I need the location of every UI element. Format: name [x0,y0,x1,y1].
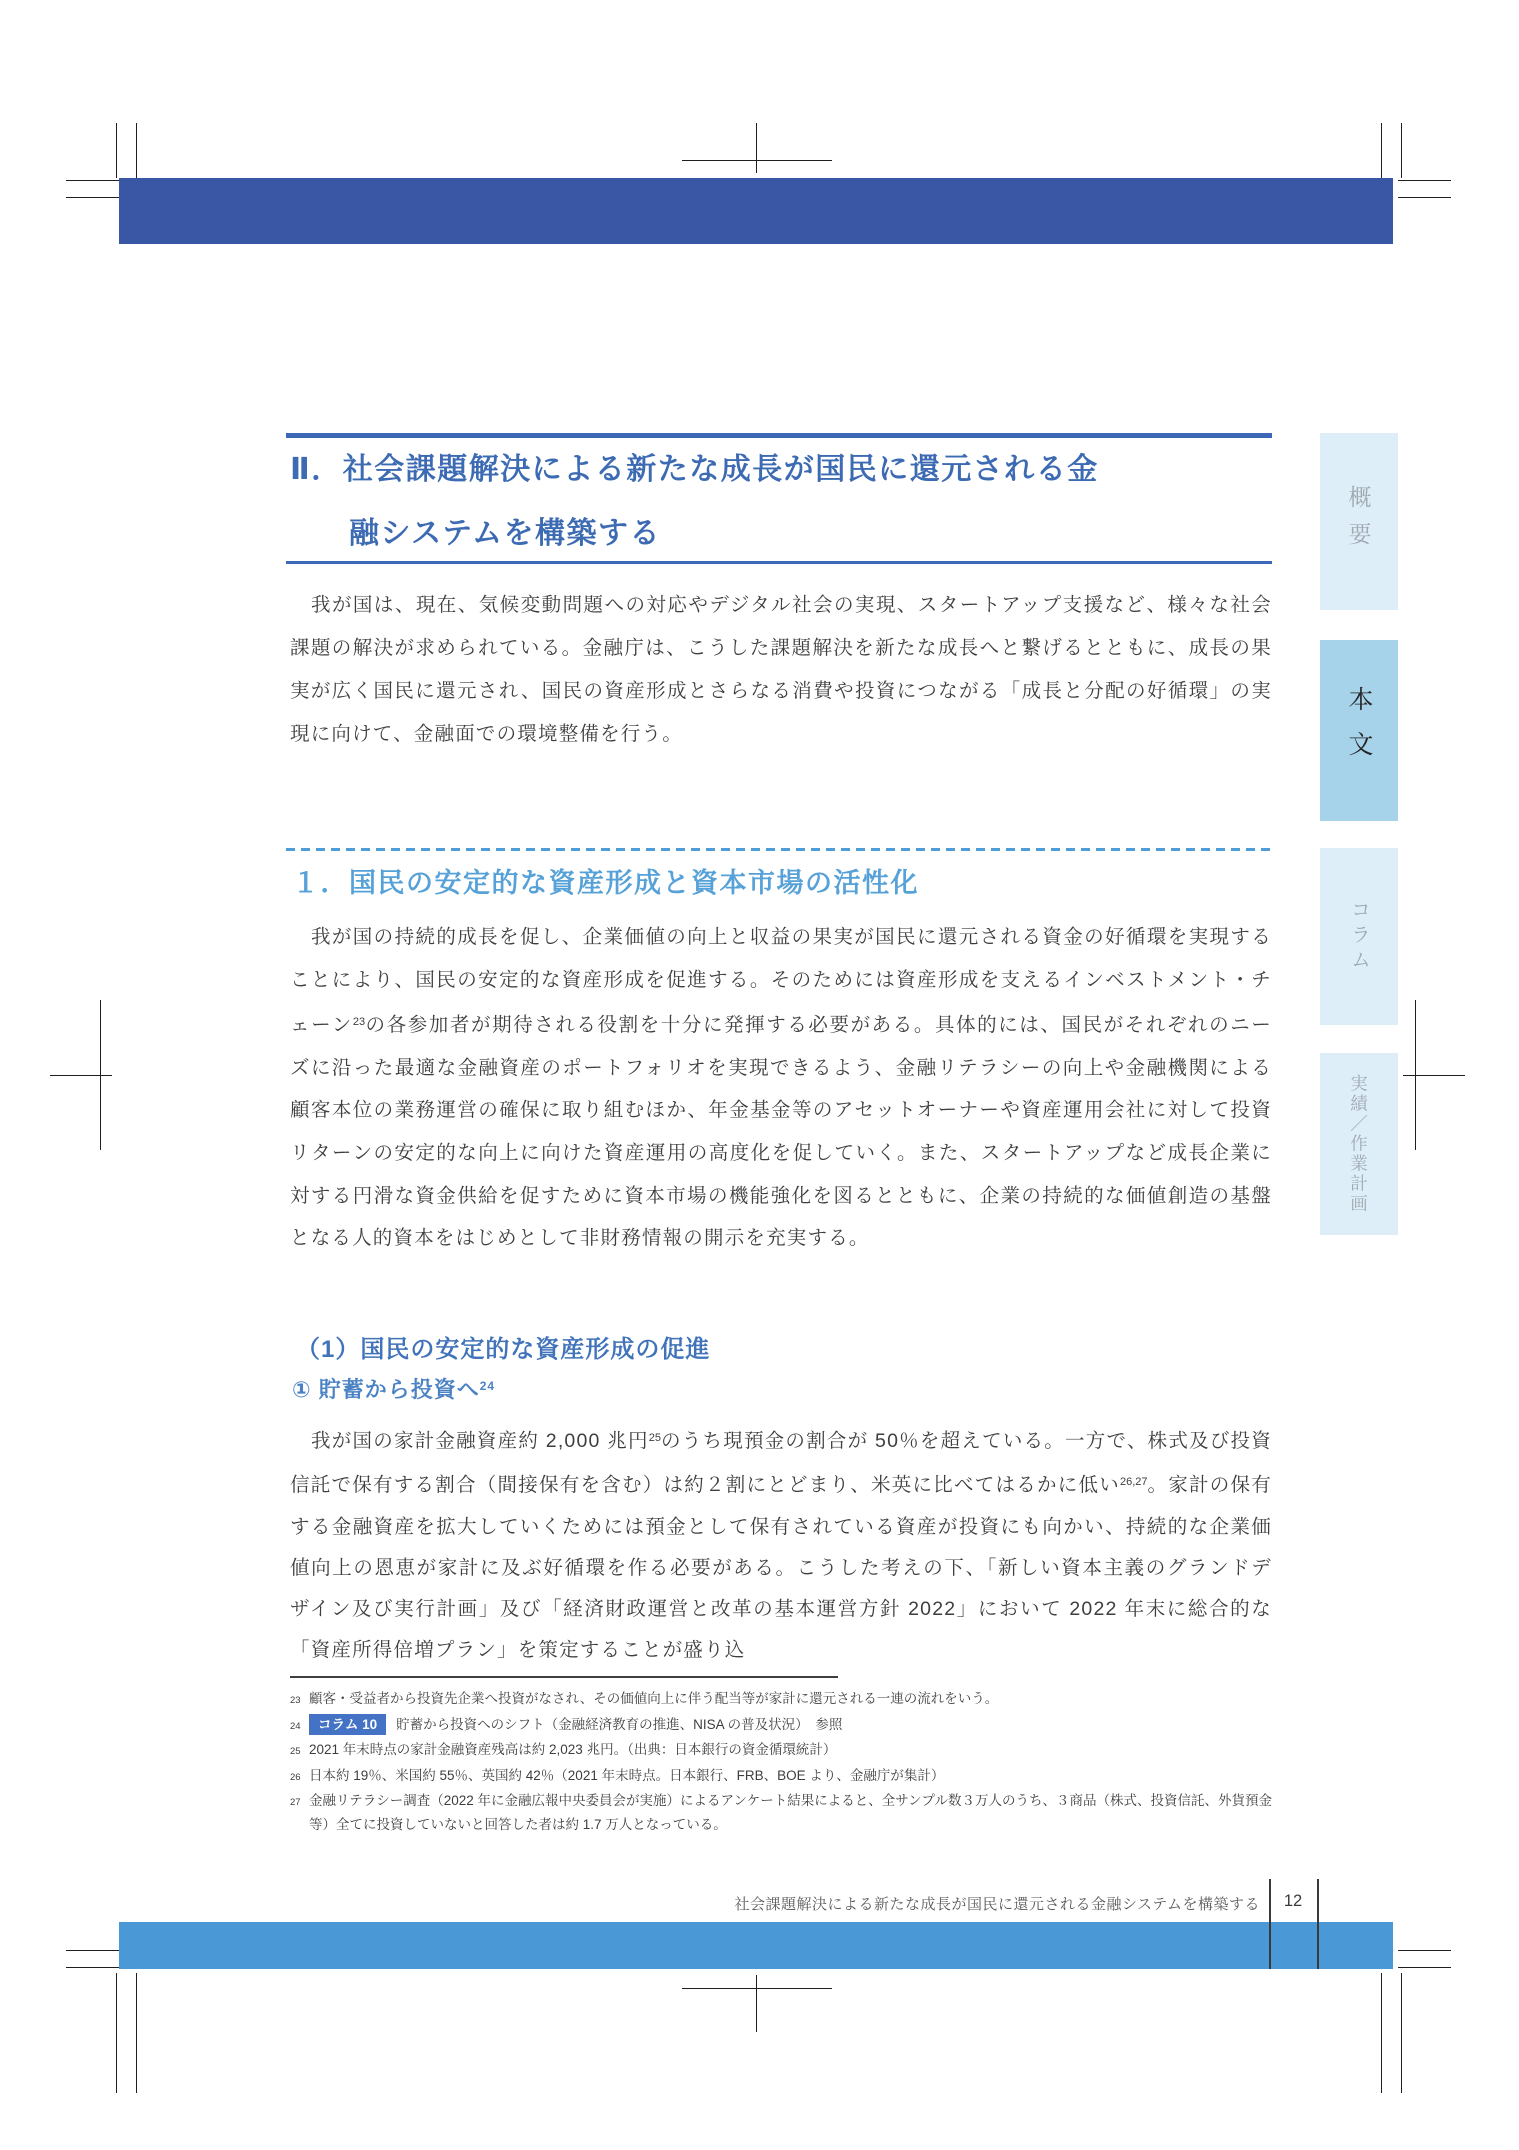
footnote-number: 23 [290,1695,301,1706]
paragraph-text: 。家計の保有する金融資産を拡大していくためには預金として保有されている資産が投資にも向かい、持続的な企業価値向上の恩恵が家計に及ぶ好循環を作る必要がある。こうした考えの下、「新しい資本主義のグランドデザイン及び実行計画」及び「経済財政運営と改革の基本運営方針 2022」において 2022 年末に総合的な「資産所得倍増プラン」を策定することが盛り込 [290,1474,1272,1662]
footnote-text [309,1713,1272,1737]
footnote-text: 2021 年末時点の家計金融資産残高は約 2,023 兆円。（出典：日本銀行の資金循環統計） [309,1742,837,1757]
intro-paragraph: 我が国は、現在、気候変動問題への対応やデジタル社会の実現、スタートアップ支援など、様々な社会課題の解決が求められている。金融庁は、こうした課題解決を新たな成長へと繋げるとともに、成長の果実が広く国民に還元され、国民の資産形成とさらなる消費や投資につながる「成長と分配の好循環」の実現に向けて、金融面での環境整備を行う。 [290,594,1272,745]
footnote-23 [290,1687,1272,1713]
chapter-title-line1: Ⅱ．社会課題解決による新たな成長が国民に還元される金 [290,453,1099,486]
crop-mark-top-right [1381,123,1382,178]
footer-bar [119,1922,1393,1969]
crop-mark-top-right [1398,197,1451,198]
footnote-ref-23: 23 [352,1016,366,1029]
crop-mark-top-right [1401,123,1402,178]
crop-mark-bottom-left [66,1967,119,1968]
crop-mark-top-left [66,180,119,181]
footnote-text: 顧客・受益者から投資先企業へ投資がなされ、その価値向上に伴う配当等が家計に還元される一連の流れをいう。 [309,1691,999,1706]
footnote-ref-25: 25 [648,1432,661,1444]
paragraph-text: のうち現預金の割合が 50％を超えている。一方で、株式及び投資信託で保有する割合（間接保有を含む）は約２割にとどまり、米英に比べてはるかに低い [290,1430,1272,1497]
running-title: 社会課題解決による新たな成長が国民に還元される金融システムを構築する [734,1896,1260,1913]
section1-paragraph-text: 我が国の持続的成長を促し、企業価値の向上と収益の果実が国民に還元される資金の好循環を実現することにより、国民の安定的な資産形成を促進する。そのためには資産形成を支えるインベストメント・チェーン [290,926,1272,1037]
title-rule-top [286,433,1272,438]
footnote-separator [290,1676,838,1678]
sidebar-tab-label: コラム [1347,899,1370,974]
crop-mark-bottom-left [66,1950,119,1951]
savings-to-investment-paragraph [290,1418,1272,1672]
crop-mark-bottom-left [116,1973,117,2093]
footnote-25 [290,1738,1272,1764]
sidebar-tab-results-workplan[interactable] [1320,1053,1398,1235]
footnote-number: 27 [290,1797,301,1808]
crop-mark-bottom-center [756,1975,757,2032]
crop-mark-bottom-right [1401,1973,1402,2093]
title-rule-bottom [286,561,1272,564]
subsection1-item1-heading [292,1373,495,1404]
footnote-ref-26-27: 26,27 [1119,1476,1148,1489]
paragraph-text: 我が国の家計金融資産約 2,000 兆円 [311,1430,649,1452]
sidebar-tab-label: 本文 [1345,685,1373,776]
crop-mark-top-left [116,123,117,178]
section1-heading: １．国民の安定的な資産形成と資本市場の活性化 [292,868,919,898]
footnote-ref-24: 24 [479,1379,496,1393]
section1-paragraph [290,916,1272,1260]
sidebar-tab-label: 実績／作業計画 [1348,1074,1369,1214]
crop-mark-top-center [756,123,757,173]
footnote-27 [290,1789,1272,1836]
section-dashed-divider [286,848,1272,851]
footer-divider-line [1317,1879,1319,1969]
crop-mark-bottom-right [1381,1973,1382,2093]
sidebar-tab-main-text[interactable] [1320,640,1398,821]
crop-mark-bottom-right [1398,1950,1451,1951]
crop-mark-top-center [682,160,832,161]
crop-mark-bottom-left [136,1973,137,2093]
sidebar-tab-column[interactable] [1320,848,1398,1025]
footnotes [290,1687,1272,1836]
sidebar-tab-label: 概要 [1345,484,1372,559]
sidebar-tab-overview[interactable] [1320,433,1398,610]
page-number: 12 [1283,1892,1303,1910]
crop-mark-top-right [1398,180,1451,181]
crop-mark-bottom-right [1398,1967,1451,1968]
crop-mark-top-left [66,197,119,198]
footnote-text: 日本約 19％、米国約 55％、英国約 42％（2021 年末時点。日本銀行、FRB、BOE より、金融庁が集計） [309,1767,945,1783]
footnote-number: 25 [290,1746,301,1757]
footnote-text: 貯蓄から投資へのシフト（金融経済教育の推進、NISA の普及状況） 参照 [396,1716,843,1732]
subsection1-heading: （1）国民の安定的な資産形成の促進 [296,1336,711,1363]
subsection1-item1-heading-text: ① 貯蓄から投資へ [292,1377,480,1402]
crop-mark-top-left [136,123,137,178]
section1-paragraph-text: の各参加者が期待される役割を十分に発揮する必要がある。具体的には、国民がそれぞれのニーズに沿った最適な金融資産のポートフォリオを実現できるよう、金融リテラシーの向上や金融機関による顧客本位の業務運営の確保に取り組むほか、年金基金等のアセットオーナーや資産運用会社に対して投資リターンの安定的な向上に向けた資産運用の高度化を促していく。また、スタートアップなど成長企業に対する円滑な資金供給を促すために資本市場の機能強化を図るとともに、企業の持続的な価値創造の基盤となる人的資本をはじめとして非財務情報の開示を充実する。 [290,1014,1272,1250]
footnote-24 [290,1713,1272,1739]
crop-mark-bottom-center [682,1988,832,1989]
footnote-number: 26 [290,1771,301,1783]
footnote-text: 金融リテラシー調査（2022 年に金融広報中央委員会が実施）によるアンケート結果によると、全サンプル数３万人のうち、３商品（株式、投資信託、外貨預金等）全てに投資していないと回答した者は約 1.7 万人となっている。 [309,1793,1272,1832]
crop-mark-right-middle [1403,1075,1465,1076]
chapter-title-line2: 融システムを構築する [349,517,661,550]
header-bar [119,178,1393,244]
column-10-badge[interactable]: コラム 10 [309,1714,386,1735]
crop-mark-left-middle [50,1075,112,1076]
footnote-26 [290,1764,1272,1790]
footnote-number: 24 [290,1720,301,1732]
